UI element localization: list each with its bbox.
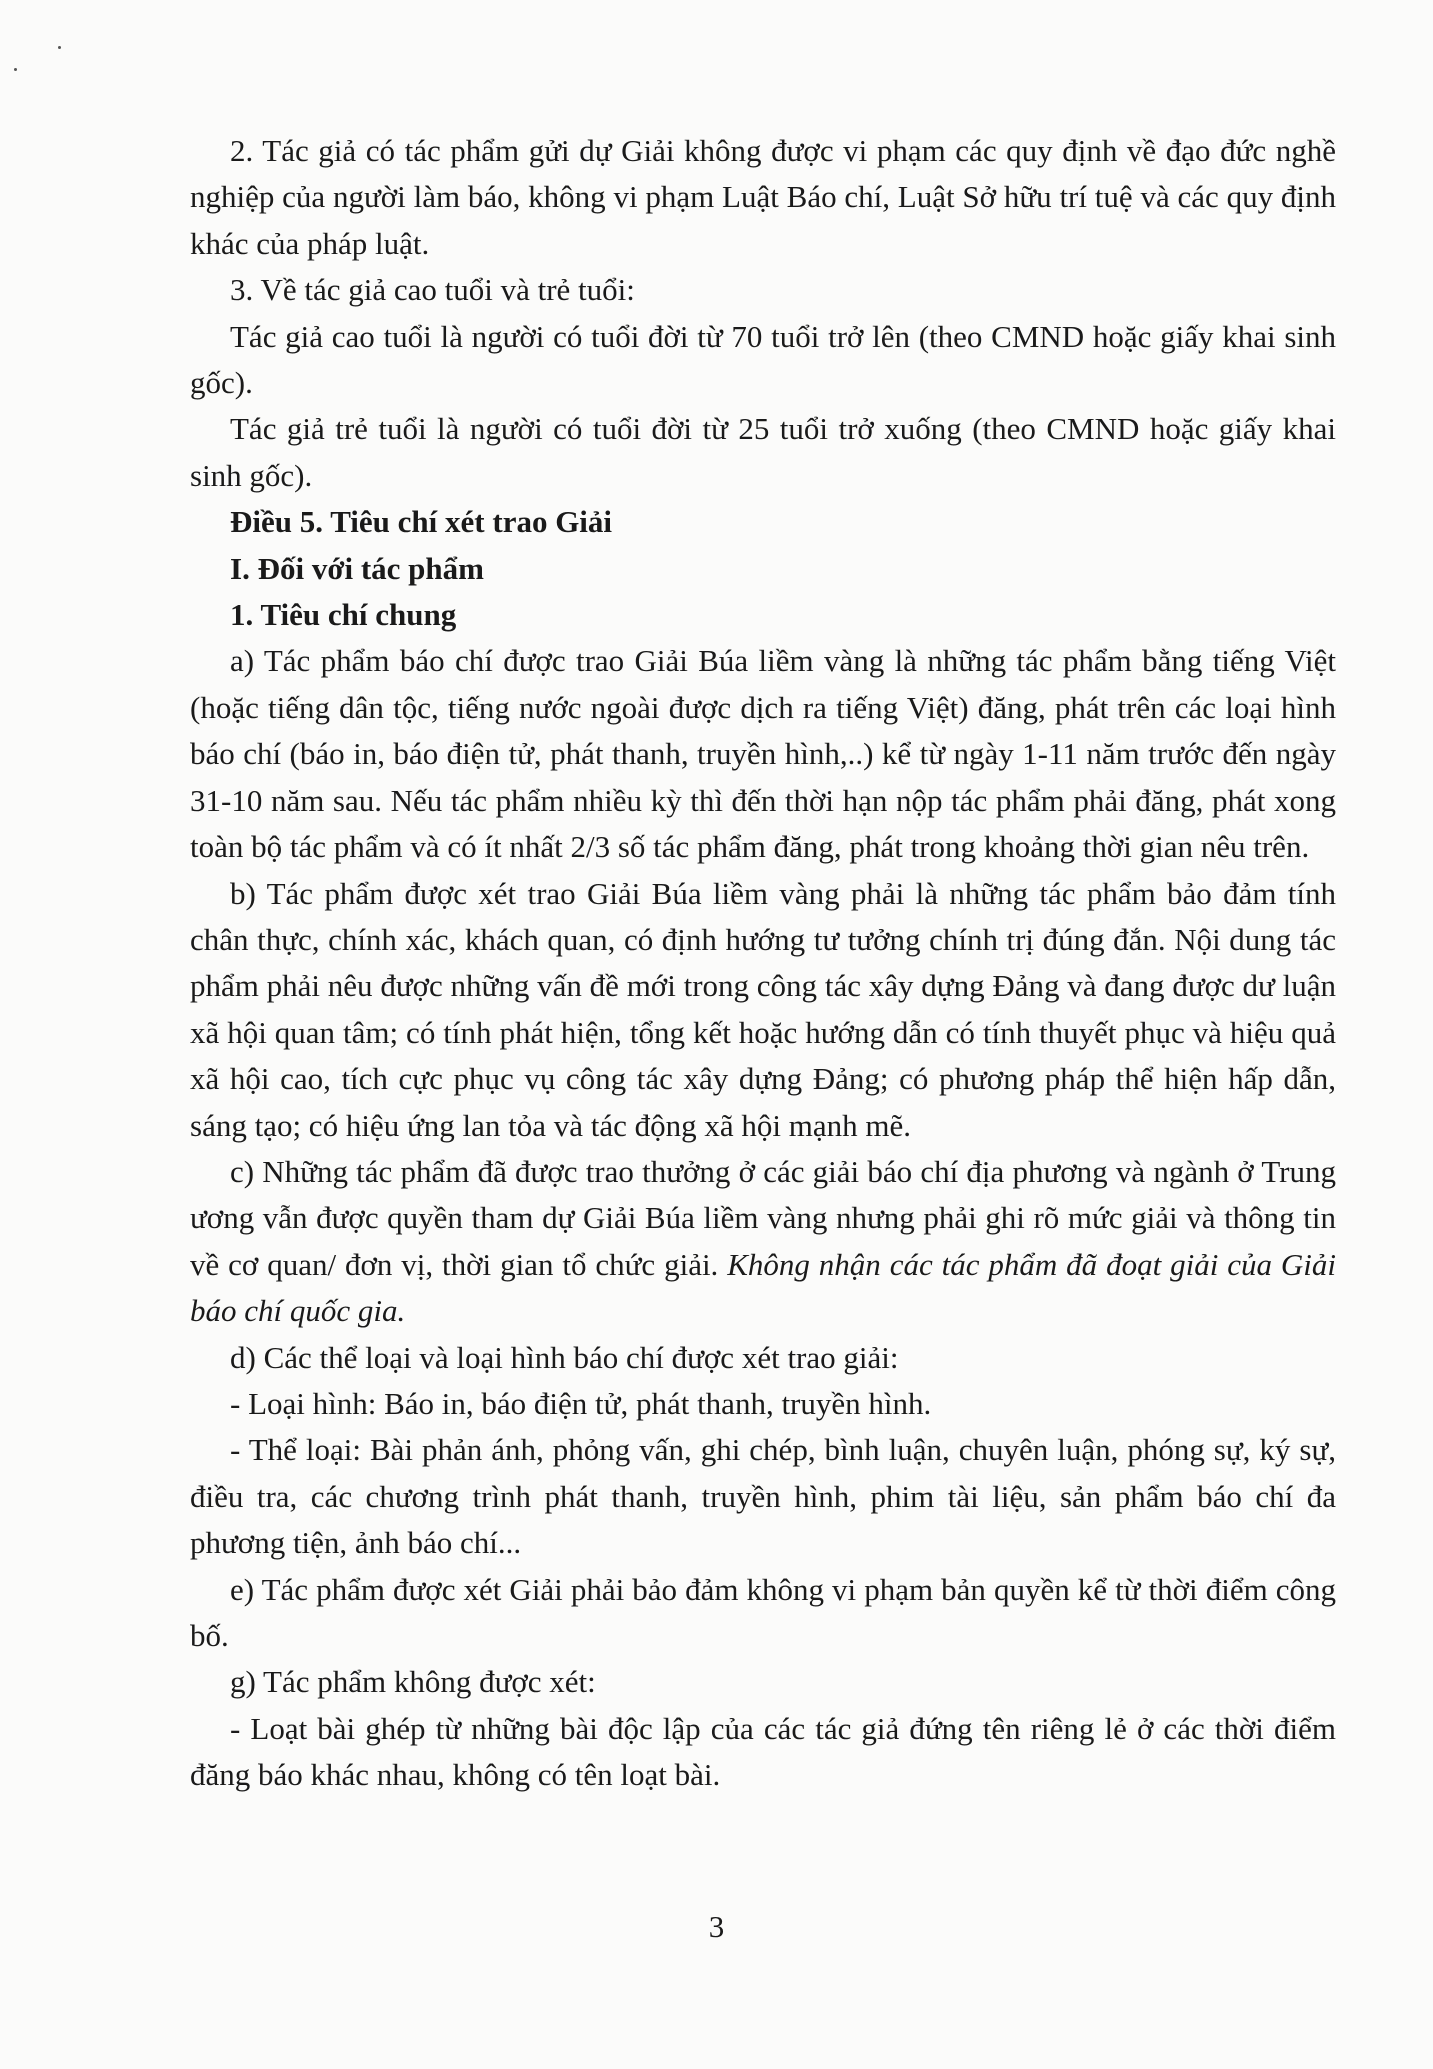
paragraph-author-violations: 2. Tác giả có tác phẩm gửi dự Giải không được vi phạm các quy định về đạo đức nghề nghiệp của người làm báo, không vi phạm Luật Báo chí, Luật Sở hữu trí tuệ và các quy định khác của pháp luật. <box>190 133 1336 261</box>
scan-speck <box>58 46 61 49</box>
document-body <box>190 128 1336 1799</box>
page-number: 3 <box>708 1909 725 1944</box>
paragraph-criteria-a: a) Tác phẩm báo chí được trao Giải Búa liềm vàng là những tác phẩm bằng tiếng Việt (hoặc tiếng dân tộc, tiếng nước ngoài được dịch ra tiếng Việt) đăng, phát trên các loại hình báo chí (báo in, báo điện tử, phát thanh, truyền hình,..) kể từ ngày 1-11 năm trước đến ngày 31-10 năm sau. Nếu tác phẩm nhiều kỳ thì đến thời hạn nộp tác phẩm phải đăng, phát xong toàn bộ tác phẩm và có ít nhất 2/3 số tác phẩm đăng, phát trong khoảng thời gian nêu trên. <box>190 643 1336 865</box>
paragraph-older-author: Tác giả cao tuổi là người có tuổi đời từ 70 tuổi trở lên (theo CMND hoặc giấy khai sinh gốc). <box>190 318 1336 401</box>
paragraph-media-types: - Loại hình: Báo in, báo điện tử, phát thanh, truyền hình. <box>230 1385 932 1421</box>
criteria-c-italic-note: Không nhận các tác phẩm đã đoạt giải của Giải báo chí quốc gia. <box>190 1246 1336 1329</box>
paragraph-criteria-c <box>190 1149 1336 1335</box>
paragraph-excluded-series: - Loạt bài ghép từ những bài độc lập của các tác giả đứng tên riêng lẻ ở các thời điểm đăng báo khác nhau, không có tên loạt bài. <box>190 1710 1336 1793</box>
section-i-heading: I. Đối với tác phẩm <box>230 550 484 586</box>
paragraph-criteria-g: g) Tác phẩm không được xét: <box>230 1664 596 1700</box>
paragraph-young-author: Tác giả trẻ tuổi là người có tuổi đời từ 25 tuổi trở xuống (theo CMND hoặc giấy khai sinh gốc). <box>190 411 1336 493</box>
paragraph-genres: - Thể loại: Bài phản ánh, phỏng vấn, ghi chép, bình luận, chuyên luận, phóng sự, ký sự, điều tra, các chương trình phát thanh, truyền hình, phim tài liệu, sản phẩm báo chí đa phương tiện, ảnh báo chí... <box>190 1432 1336 1561</box>
scan-speck <box>14 68 17 71</box>
paragraph-criteria-d: d) Các thể loại và loại hình báo chí được xét trao giải: <box>230 1339 899 1375</box>
criteria-c-text: c) Những tác phẩm đã được trao thưởng ở các giải báo chí địa phương và ngành ở Trung ương vẫn được quyền tham dự Giải Búa liềm vàng nhưng phải ghi rõ mức giải và thông tin về cơ quan/ đơn vị, thời gian tổ chức giải. <box>190 1153 1336 1282</box>
paragraph-age-heading: 3. Về tác giả cao tuổi và trẻ tuổi: <box>230 272 635 308</box>
paragraph-criteria-e: e) Tác phẩm được xét Giải phải bảo đảm không vi phạm bản quyền kể từ thời điểm công bố. <box>190 1571 1336 1653</box>
general-criteria-heading: 1. Tiêu chí chung <box>230 597 457 633</box>
article-5-heading: Điều 5. Tiêu chí xét trao Giải <box>230 504 613 540</box>
paragraph-criteria-b: b) Tác phẩm được xét trao Giải Búa liềm vàng phải là những tác phẩm bảo đảm tính chân thực, chính xác, khách quan, có định hướng tư tưởng chính trị đúng đắn. Nội dung tác phẩm phải nêu được những vấn đề mới trong công tác xây dựng Đảng và đang được dư luận xã hội quan tâm; có tính phát hiện, tổng kết hoặc hướng dẫn có tính thuyết phục và hiệu quả xã hội cao, tích cực phục vụ công tác xây dựng Đảng; có phương pháp thể hiện hấp dẫn, sáng tạo; có hiệu ứng lan tỏa và tác động xã hội mạnh mẽ. <box>190 875 1336 1143</box>
